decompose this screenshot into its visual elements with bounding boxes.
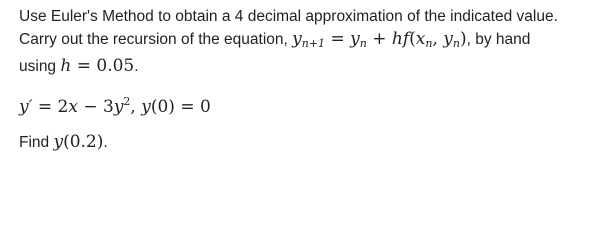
find-text: Find [19, 134, 50, 151]
instruction-line-2-text: Carry out the recursion of the equation, [19, 31, 288, 48]
recursion-formula: $y_{n+1} = y_n + hf(x_n$, $y_n$) [292, 29, 467, 50]
find-prompt [19, 131, 589, 154]
instruction-line-2 [19, 28, 589, 55]
differential-equation: $y' = 2x - 3y^2$, y(0) = 0 [19, 95, 211, 117]
instruction-line-1: Use Euler's Method to obtain a 4 decimal approximation of the indicated value. [19, 8, 558, 25]
find-suffix: . [103, 134, 108, 151]
instruction-line-3-suffix: . [134, 58, 139, 75]
instruction-line-2-suffix: , by hand [466, 31, 531, 48]
step-size: h = 0.05 [60, 56, 135, 76]
instruction-line-3-text: using [19, 58, 57, 75]
target-value: y(0.2) [53, 132, 104, 152]
instruction-line-3 [19, 55, 589, 78]
problem-statement [19, 4, 589, 154]
